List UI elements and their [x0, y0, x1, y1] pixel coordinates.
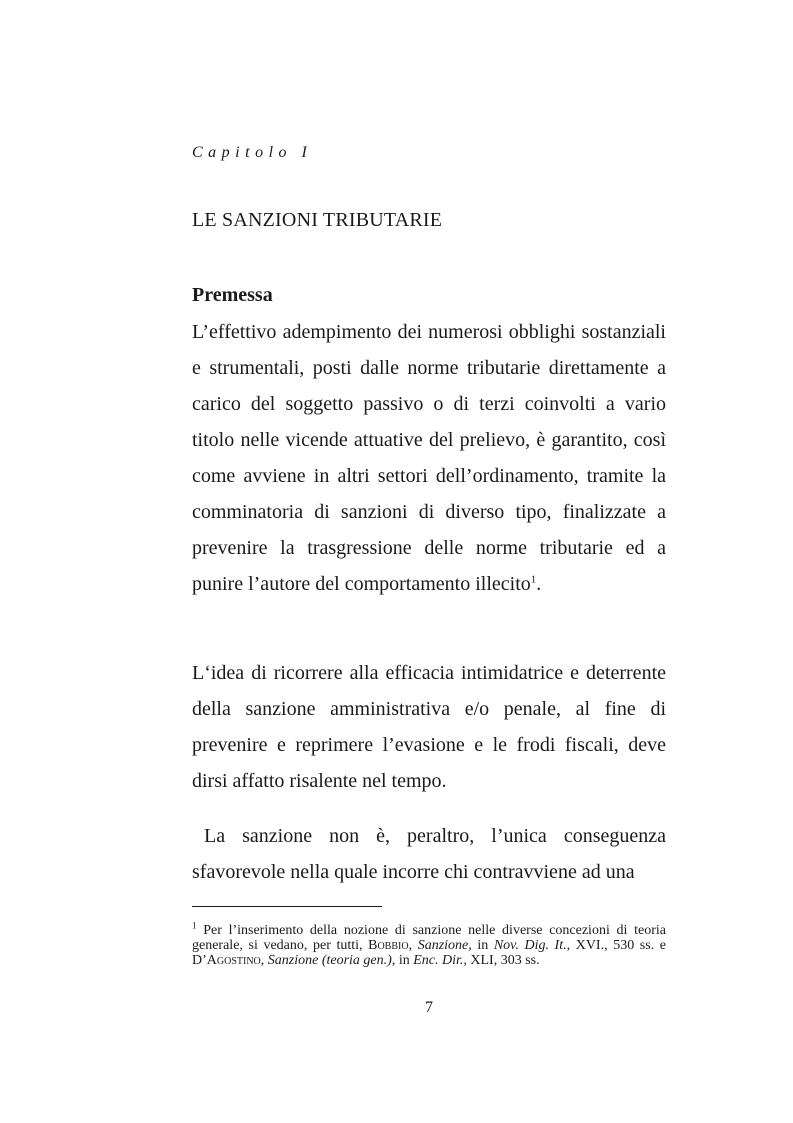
footnote-text-2: , [408, 938, 418, 953]
body-paragraph-1 [192, 314, 666, 602]
footnote-number: 1 [192, 920, 197, 931]
footnote-text-3: in [471, 938, 494, 953]
page-number: 7 [425, 999, 433, 1016]
footnote-text-1: Per l’inserimento della nozione di sanzione nelle diverse concezioni di teoria generale, si vedano, per tutti, [192, 923, 666, 953]
footnote-work-2: Sanzione (teoria gen.) [267, 953, 392, 968]
footnote-author-2: D’Agostino [192, 953, 261, 968]
footnote-text-4: , XVI., 530 ss. e [566, 938, 667, 953]
body-paragraph-1-text: L’effettivo adempimento dei numerosi obblighi sostanziali e strumentali, posti dalle norme tributarie direttamente a carico del soggetto passivo o di terzi coinvolti a vario titolo nelle vicende attuative del prelievo, è garantito, così come avviene in altri settori dell’ordinamento, tramite la comminatoria di sanzioni di diverso tipo, finalizzate a prevenire la trasgressione delle norme tributarie ed a punire l’autore del comportamento illecito [192, 321, 666, 595]
footnote-text-7: XLI, 303 ss. [466, 953, 540, 968]
footnote-text-6: , in [391, 953, 414, 968]
section-heading: Premessa [192, 284, 273, 306]
footnote-text-5: , [260, 953, 268, 968]
body-paragraph-2: L‘idea di ricorrere alla efficacia intimidatrice e deterrente della sanzione amministrativa e/o penale, al fine di prevenire e reprimere l’evasione e le frodi fiscali, deve dirsi affatto risalente nel tempo. [192, 662, 666, 792]
body-paragraph-3: La sanzione non è, peraltro, l’unica conseguenza sfavorevole nella quale incorre chi contravviene ad una [192, 825, 666, 883]
footnote-work-1: Sanzione, [417, 938, 472, 953]
footnote-author-1: Bobbio [368, 938, 409, 953]
chapter-label: Capitolo I [192, 144, 313, 161]
footnote-source-1: Nov. Dig. It. [493, 938, 567, 953]
chapter-title: LE SANZIONI TRIBUTARIE [192, 209, 443, 231]
footnote-reference[interactable]: 1 [530, 573, 537, 586]
footnote [192, 920, 667, 968]
footnote-divider [192, 906, 382, 907]
footnote-source-2: Enc. Dir., [413, 953, 467, 968]
body-paragraph-1-end: . [536, 573, 542, 595]
